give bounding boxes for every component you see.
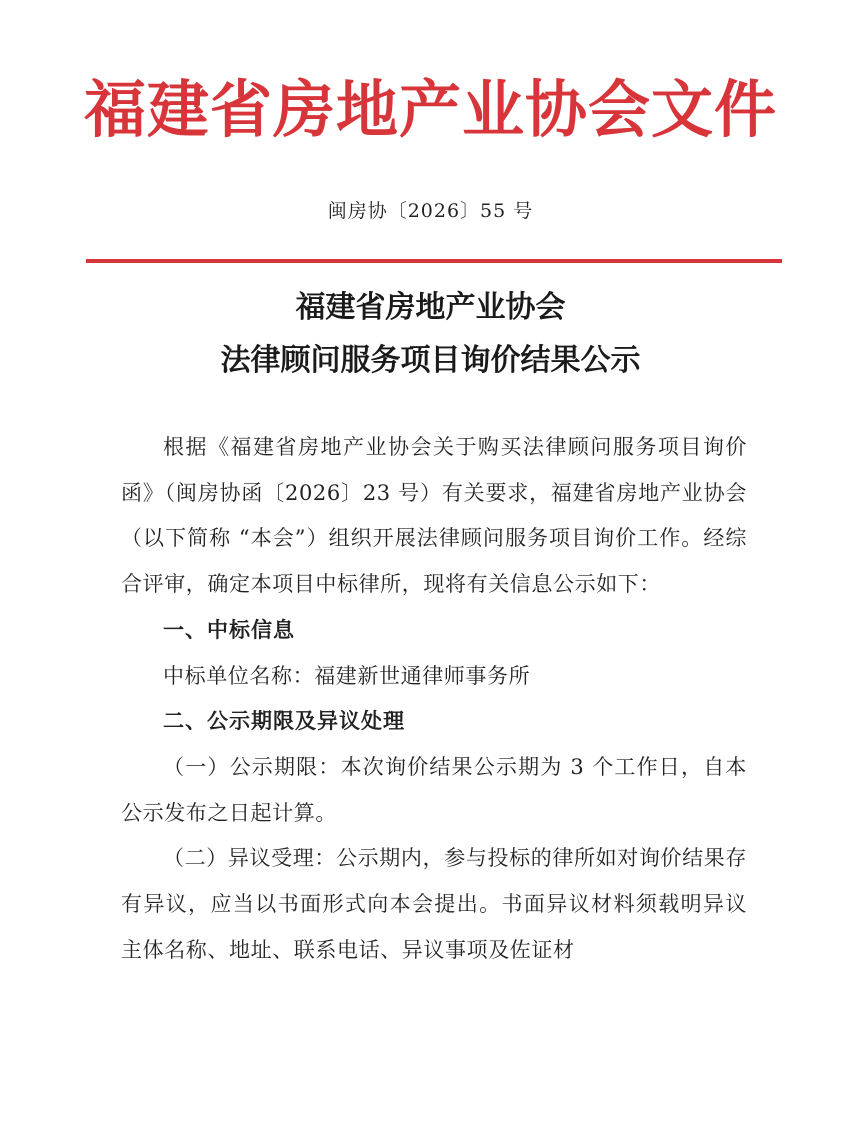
publicity-period-paragraph: （一）公示期限：本次询价结果公示期为 3 个工作日，自本公示发布之日起计算。 <box>121 754 747 825</box>
notice-title-line-2: 法律顾问服务项目询价结果公示 <box>220 343 641 378</box>
objection-paragraph: （二）异议受理：公示期内，参与投标的律所如对询价结果存有异议，应当以书面形式向本会提出。书面异议材料须载明异议主体名称、地址、联系电话、异议事项及佐证材 <box>121 846 747 962</box>
section-heading-publicity: 二、公示期限及异议处理 <box>163 709 405 734</box>
intro-paragraph: 根据《福建省房地产业协会关于购买法律顾问服务项目询价函》（闽房协函〔2026〕23 号）有关要求，福建省房地产业协会（以下简称 “本会”）组织开展法律顾问服务项目询价工作。经综合评审，确定本项目中标律所，现将有关信息公示如下： <box>121 435 747 597</box>
notice-body <box>121 425 747 973</box>
masthead-title: 福建省房地产业协会文件 <box>83 73 777 146</box>
section-heading-winner: 一、中标信息 <box>163 617 295 642</box>
winner-name-line: 中标单位名称：福建新世通律师事务所 <box>163 663 531 688</box>
red-divider-line <box>86 259 782 263</box>
notice-title-line-1: 福建省房地产业协会 <box>295 290 566 325</box>
document-number: 闽房协〔2026〕55 号 <box>327 200 534 222</box>
